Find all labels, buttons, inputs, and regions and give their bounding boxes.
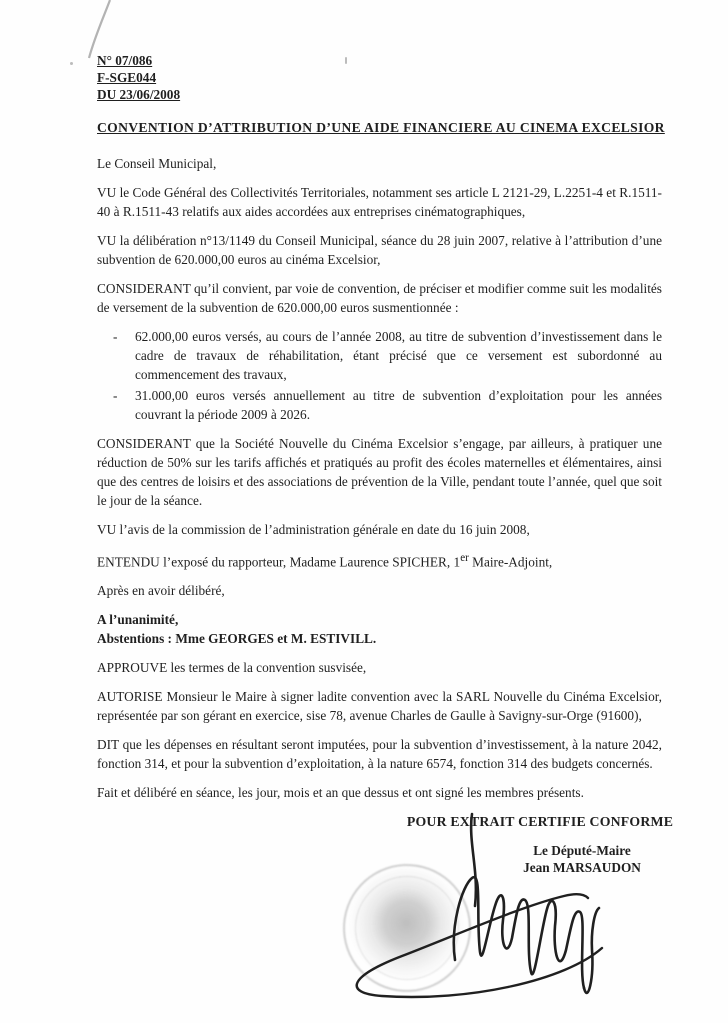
signatory-title: Le Député-Maire [533, 843, 631, 859]
handwritten-signature-icon [320, 808, 650, 1013]
entendu-text-end: Maire-Adjoint, [468, 554, 553, 570]
list-item-investment [113, 327, 662, 384]
document-title: CONVENTION D’ATTRIBUTION D’UNE AIDE FINANCIERE AU CINEMA EXCELSIOR [97, 120, 665, 135]
ordinal-superscript: er [460, 552, 469, 564]
list-item-text: 31.000,00 euros versés annuellement au titre de subvention d’exploitation pour les années couvrant la période 2009 à 2026. [135, 388, 662, 422]
paragraph-dit: DIT que les dépenses en résultant seront imputées, pour la subvention d’investissement, à la nature 2042, fonction 314, et pour la subvention d’exploitation, à la nature 6574, fonction 314 des budgets concernés. [97, 737, 662, 772]
certification-line: POUR EXTRAIT CERTIFIE CONFORME [406, 814, 674, 830]
list-item-text: 62.000,00 euros versés, au cours de l’année 2008, au titre de subvention d’investissement dans le cadre de travaux de réhabilitation, étant précisé que ce versement est subordonné au commencement des travaux, [135, 329, 662, 382]
entendu-text: ENTENDU l’exposé du rapporteur, Madame Laurence SPICHER, 1 [97, 554, 461, 570]
paragraph-autorise: AUTORISE Monsieur le Maire à signer ladite convention avec la SARL Nouvelle du Cinéma Excelsior, représentée par son gérant en exercice, sise 78, avenue Charles de Gaulle à Savigny-sur-Orge (91600), [97, 689, 662, 724]
bullet-dash: - [113, 388, 118, 403]
scan-artifact-mark [78, 0, 128, 60]
paragraph-salutation: Le Conseil Municipal, [97, 156, 217, 171]
paragraph-approuve: APPROUVE les termes de la convention susvisée, [97, 660, 367, 676]
list-item-operation [113, 386, 662, 424]
paragraph-fait: Fait et délibéré en séance, les jour, mois et an que dessus et ont signé les membres présents. [97, 785, 584, 801]
scan-speck [345, 57, 347, 64]
paragraph-considerant-engagement: CONSIDERANT que la Société Nouvelle du Cinéma Excelsior s’engage, par ailleurs, à pratiquer une réduction de 50% sur les tarifs affichés et pratiqués au profit des écoles maternelles et élémentaires, ainsi que des centres de loisirs et des associations de prévention de la Ville, pendant toute l’année, quel que soit le jour de la séance. [97, 436, 662, 508]
paragraph-vu-deliberation: VU la délibération n°13/1149 du Conseil Municipal, séance du 28 juin 2007, relative à l’attribution d’une subvention de 620.000,00 euros au cinéma Excelsior, [97, 233, 662, 267]
paragraph-vu-avis: VU l’avis de la commission de l’administration générale en date du 16 juin 2008, [97, 522, 530, 537]
paragraph-apres-deliberation: Après en avoir délibéré, [97, 583, 225, 599]
vote-abstentions-line: Abstentions : Mme GEORGES et M. ESTIVILL. [97, 631, 377, 647]
reference-code: F-SGE044 [97, 70, 157, 85]
paragraph-entendu [97, 549, 662, 571]
reference-block [97, 52, 662, 103]
scan-speck [70, 62, 73, 65]
vote-unanimity-line: A l’unanimité, [97, 612, 179, 628]
paragraph-vu-code: VU le Code Général des Collectivités Territoriales, notamment ses article L 2121-29, L.2251-4 et R.1511-40 à R.1511-43 relatifs aux aides accordées aux entreprises cinématographiques, [97, 185, 662, 219]
vote-result-block [97, 610, 662, 648]
signatory-name: Jean MARSAUDON [523, 860, 641, 876]
payment-terms-list [97, 327, 662, 424]
signature-zone [97, 812, 674, 1022]
reference-number: N° 07/086 [97, 53, 153, 68]
reference-date: DU 23/06/2008 [97, 87, 181, 102]
paragraph-considerant-modalites: CONSIDERANT qu’il convient, par voie de convention, de préciser et modifier comme suit les modalités de versement de la subvention de 620.000,00 euros susmentionnée : [97, 281, 662, 315]
bullet-dash: - [113, 329, 118, 344]
